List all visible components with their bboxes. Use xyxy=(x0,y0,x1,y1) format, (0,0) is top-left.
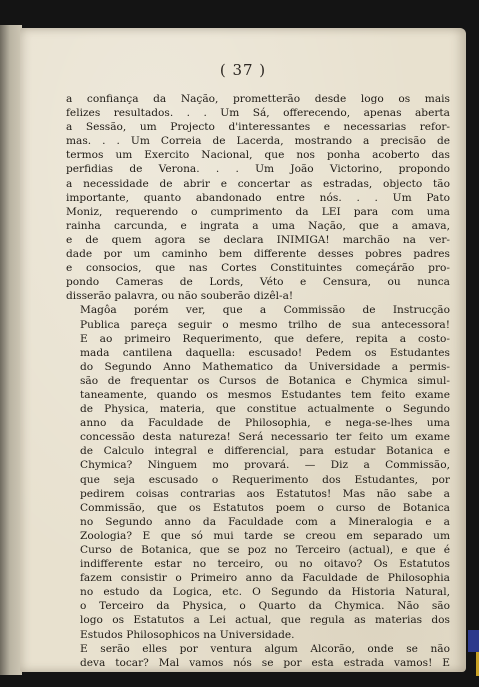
text-line: a Sessão, um Projecto d'interessantes e necessarias refor- xyxy=(66,121,450,134)
text-line: taneamente, quando os mesmos Estudantes tem feito exame xyxy=(80,388,450,401)
text-line: pedirem coisas contrarias aos Estatutos! Mas não sabe a xyxy=(80,487,450,500)
text-line: Commissão, que os Estatutos poem o curso de Botanica xyxy=(80,501,450,514)
text-line: a necessidade de abrir e concertar as estradas, objecto tão xyxy=(66,177,450,190)
text-line: a confiança da Nação, prometterão desde logo os mais xyxy=(66,93,450,105)
text-line: rainha carcunda, e ingrata a uma Nação, que a amava, xyxy=(66,219,450,232)
body-text xyxy=(66,92,450,670)
text-line: concessão desta natureza! Será necessario ter feito um exame xyxy=(80,431,450,444)
bookmark-ribbon-blue xyxy=(468,630,479,652)
text-line: mada cantilena daquella: escusado! Pedem os Estudantes xyxy=(80,346,450,359)
text-line: anno da Faculdade de Philosophia, e nega-se-lhes uma xyxy=(80,417,450,430)
text-line: importante, quanto abandonado entre nós. . . Um Pato xyxy=(66,191,450,204)
text-line: que seja escusado o Requerimento dos Estudantes, por xyxy=(80,473,450,486)
paragraph-2 xyxy=(66,303,450,641)
text-line: indifferente estar no terceiro, ou no oitavo? Os Estatutos xyxy=(80,558,450,571)
text-line: dade por um caminho bem differente desses pobres padres xyxy=(66,248,450,261)
text-line: de Calculo integral e differencial, para estudar Botanica e xyxy=(80,445,450,458)
text-line: disserão palavra, ou não souberão dizêl-a! xyxy=(66,290,294,303)
text-line: termos um Exercito Nacional, que nos ponha acoberto das xyxy=(66,149,450,162)
text-line: logo os Estatutos a Lei actual, que regula as materias dos xyxy=(80,614,450,627)
text-line: felizes resultados. . . Um Sá, offerecendo, apenas aberta xyxy=(66,107,450,120)
text-line: no Segundo anno da Faculdade com a Mineralogia e a xyxy=(80,515,450,528)
book-spine-edge xyxy=(0,25,22,675)
text-line: no estudo da Logica, etc. O Segundo da Historia Natural, xyxy=(80,586,450,599)
page-sheet xyxy=(20,28,466,672)
text-line: o Terceiro da Physica, o Quarto da Chymica. Não são xyxy=(80,600,450,613)
text-line: do Segundo Anno Mathematico da Universidade a permis- xyxy=(80,360,450,373)
text-line: e de quem agora se declara INIMIGA! marchão na ver- xyxy=(66,233,450,246)
text-line: Chymica? Ninguem mo provará. — Diz a Commissão, xyxy=(80,459,450,472)
paragraph-1 xyxy=(66,92,450,303)
text-line: de Physica, materia, que constitue actualmente o Segundo xyxy=(80,403,450,416)
text-line: Moniz, requerendo o cumprimento da LEI para com uma xyxy=(66,205,450,218)
text-line: Publica pareça seguir o mesmo trilho de sua antecessora! xyxy=(80,318,450,331)
text-line: Curso de Botanica, que se poz no Terceiro (actual), e que é xyxy=(80,544,450,556)
text-line: Estudos Philosophicos na Universidade. xyxy=(80,628,295,641)
paragraph-3 xyxy=(66,642,450,670)
text-line: mas. . . Um Correia de Lacerda, mostrando a precisão de xyxy=(66,135,450,148)
text-line: deva tocar? Mal vamos nós se por esta estrada vamos! E xyxy=(80,656,450,669)
text-line: perfidias de Verona. . . Um João Victorino, propondo xyxy=(66,163,450,176)
text-line: e consocios, que nas Cortes Constituintes começárão pro- xyxy=(66,262,450,275)
text-line: são de frequentar os Cursos de Botanica e Chymica simul- xyxy=(80,374,450,387)
page-number: ( 37 ) xyxy=(219,61,267,79)
text-line: pondo Cameras de Lords, Véto e Censura, ou nunca xyxy=(66,276,450,289)
text-line: Zoologia? E que só mui tarde se creou em separado um xyxy=(80,529,450,542)
text-line: E ao primeiro Requerimento, que defere, repita a costo- xyxy=(80,332,450,345)
text-line: E serão elles por ventura algum Alcorão, onde se não xyxy=(80,642,450,655)
text-line: fazem consistir o Primeiro anno da Faculdade de Philosophia xyxy=(80,572,450,585)
text-line: Magôa porém ver, que a Commissão de Instrucção xyxy=(80,304,450,317)
